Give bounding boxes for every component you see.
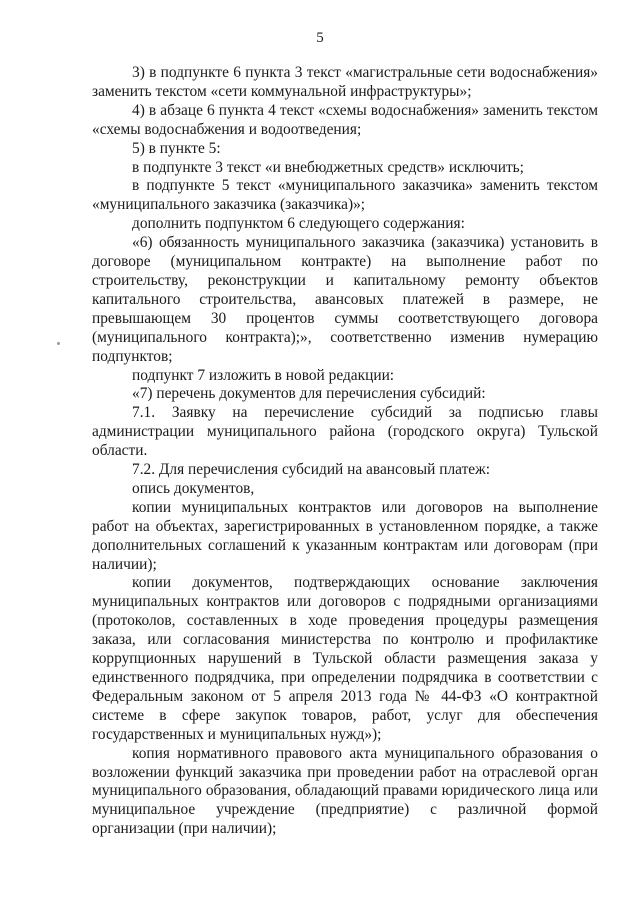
paragraph: 7.1. Заявку на перечисление субсидий за подписью главы администрации муниципального района (городского округа) Тульской области. bbox=[92, 404, 598, 460]
paragraph: в подпункте 3 текст «и внебюджетных средств» исключить; bbox=[132, 158, 524, 176]
paragraph: копии муниципальных контрактов или договоров на выполнение работ на объектах, зарегистрированных в установленном порядке, а также дополнительных соглашений к указанным контрактам или договорам (при наличии); bbox=[92, 498, 598, 573]
document-body bbox=[92, 64, 598, 839]
paragraph: 3) в подпункте 6 пункта 3 текст «магистральные сети водоснабжения» заменить текстом «сети коммунальной инфраструктуры»; bbox=[92, 64, 598, 100]
paragraph: в подпункте 5 текст «муниципального заказчика» заменить текстом «муниципального заказчика (заказчика)»; bbox=[92, 177, 598, 214]
paragraph: подпункт 7 изложить в новой редакции: bbox=[132, 366, 395, 384]
paragraph: копия нормативного правового акта муниципального образования о возложении функций заказчика при проведении работ на отраслевой орган муниципального образования, обладающий правами юридического лица или муниципальное учреждение (предприятие) с различной формой организации (при наличии); bbox=[92, 744, 598, 838]
paragraph: «7) перечень документов для перечисления субсидий: bbox=[132, 385, 486, 403]
paragraph: опись документов, bbox=[132, 479, 255, 497]
paragraph: 7.2. Для перечисления субсидий на авансовый платеж: bbox=[132, 461, 491, 479]
paragraph: копии документов, подтверждающих основание заключения муниципальных контрактов или договоров с подрядными организациями (протоколов, составленных в ходе проведения процедуры размещения заказа, или согласования министерства по контролю и профилактике коррупционных нарушений в Тульской области размещения заказа у единственного подрядчика, при определении подрядчика в соответствии с Федеральным законом от 5 апреля 2013 года № 44-ФЗ «О контрактной системе в сфере закупок товаров, работ, услуг для обеспечения государственных и муниципальных нужд»); bbox=[92, 574, 598, 743]
margin-speck bbox=[57, 342, 60, 345]
page-number: 5 bbox=[316, 30, 324, 46]
paragraph: дополнить подпунктом 6 следующего содержания: bbox=[132, 215, 465, 233]
paragraph: 5) в пункте 5: bbox=[132, 139, 221, 157]
paragraph: 4) в абзаце 6 пункта 4 текст «схемы водоснабжения» заменить текстом «схемы водоснабжения и водоотведения; bbox=[92, 101, 598, 138]
paragraph: «6) обязанность муниципального заказчика (заказчика) установить в договоре (муниципальном контракте) на выполнение работ по строительству, реконструкции и капитальному ремонту объектов капитального строительства, авансовых платежей в размере, не превышающем 30 процентов суммы соответствующего договора (муниципального контракта);», соответственно изменив нумерацию подпунктов; bbox=[92, 234, 598, 365]
